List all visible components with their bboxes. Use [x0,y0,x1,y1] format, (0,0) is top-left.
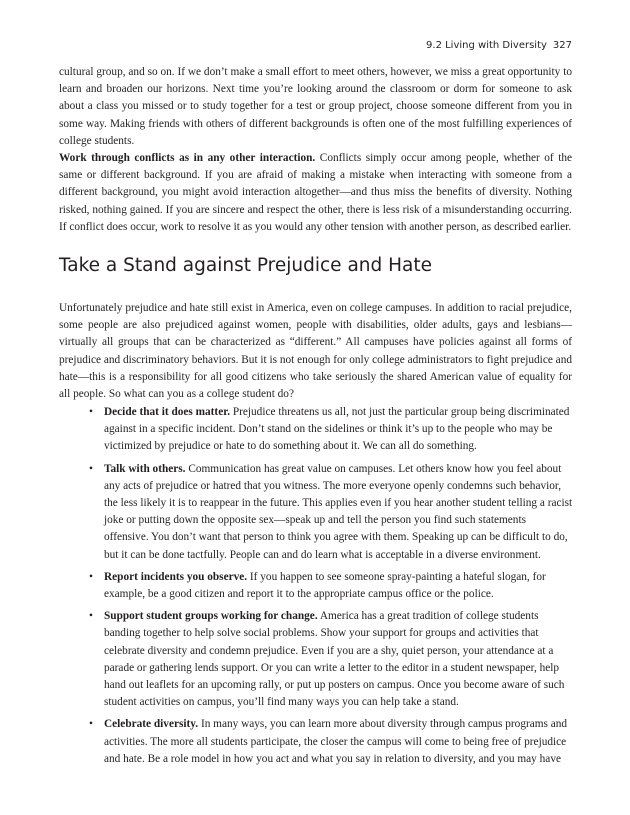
paragraph-conflicts [59,150,572,236]
bullet-item [89,569,573,603]
page-number: 327 [552,40,572,51]
bullet-lead: Report incidents you observe. [104,570,248,583]
paragraph-text: Conflicts simply occur among people, whether of the same or different background. If you are afraid of making a mistake when interacting with someone from a different background, you might avoid interaction altogether—and thus miss the benefits of diversity. Nothing risked, nothing gained. If you are sincere and respect the other, there is less risk of a misunderstanding occurring. If conflict does occur, work to resolve it as you would any other tension with another person, as described earlier. [59,152,573,233]
paragraph-lead: Work through conflicts as in any other interaction. [59,152,316,164]
bullet-marker: • [89,406,93,418]
paragraph-text: cultural group, and so on. If we don’t make a small effort to meet others, however, we miss a great opportunity to learn and broaden our horizons. Next time you’re looking around the classroom or dorm for someone to ask about a class you missed or to study together for a test or group project, choose someone different from you in some way. Making friends with others of different backgrounds is often one of the most fulfilling experiences of college students. [59,66,572,147]
paragraph-making-friends [59,64,572,150]
bullet-text: Prejudice threatens us all, not just the particular group being discriminated against in a specific incident. Don’t stand on the sidelines or think it’s up to the people who may be victimized by prejudice or hate to do something about it. We can all do something. [104,406,570,453]
bullet-item [89,608,573,711]
bullet-item [89,404,573,456]
bullet-marker: • [89,610,93,623]
running-header [426,40,572,51]
bullet-marker: • [89,718,93,731]
section-intro: Unfortunately prejudice and hate still exist in America, even on college campuses. In addition to racial prejudice, some people are also prejudiced against women, people with disabilities, older adults, gays and lesbians—virtually all groups that can be characterized as “different.” All campuses have policies against all forms of prejudice and discriminatory behaviors. But it is not enough for only college administrators to fight prejudice and hate—this is a responsibility for all good citizens who take seriously the shared American value of equality for all people. So what can you as a college student do? [59,302,572,401]
bullet-marker: • [89,570,93,583]
bullet-text: If you happen to see someone spray-painting a hateful slogan, for example, be a good citizen and report it to the appropriate campus office or the police. [104,570,546,601]
bullet-marker: • [89,462,93,475]
bullet-lead: Talk with others. [104,462,186,475]
bullet-item [89,716,573,768]
bullet-text: America has a great tradition of college students banding together to help solve social problems. Show your support for groups and activities that celebrate diversity and condemn prejudice. Even if you are a shy, quiet person, your attendance at a parade or gathering lends support. Or you can write a letter to the editor in a student newspaper, help hand out leaflets for an upcoming rally, or put up posters on campus. Once you become aware of such student activities on campus, you’ll find many ways you can help take a stand. [104,610,565,709]
bullet-text: Communication has great value on campuses. Let others know how you feel about any acts of prejudice or hatred that you witness. The more everyone openly condemns such behavior, the less likely it is to reappear in the future. This applies even if you hear another student telling a racist joke or putting down the opposite sex—speak up and tell the person you find such statements offensive. You don’t want that person to think you agree with them. Speaking up can be difficult to do, but it can be done tactfully. People can and do learn what is acceptable in a diverse environment. [104,462,573,561]
bullet-lead: Decide that it does matter. [104,406,231,418]
bullet-lead: Celebrate diversity. [104,718,199,731]
bullet-item [89,461,573,564]
bullet-lead: Support student groups working for change. [104,610,318,623]
section-heading: Take a Stand against Prejudice and Hate [59,255,433,276]
header-section-title: 9.2 Living with Diversity [426,40,547,51]
bullet-text: In many ways, you can learn more about diversity through campus programs and activities. The more all students participate, the closer the campus will come to being free of prejudice and hate. Be a role model in how you act and what you say in relation to diversity, and you may have [104,718,568,765]
bullet-list [89,404,573,773]
